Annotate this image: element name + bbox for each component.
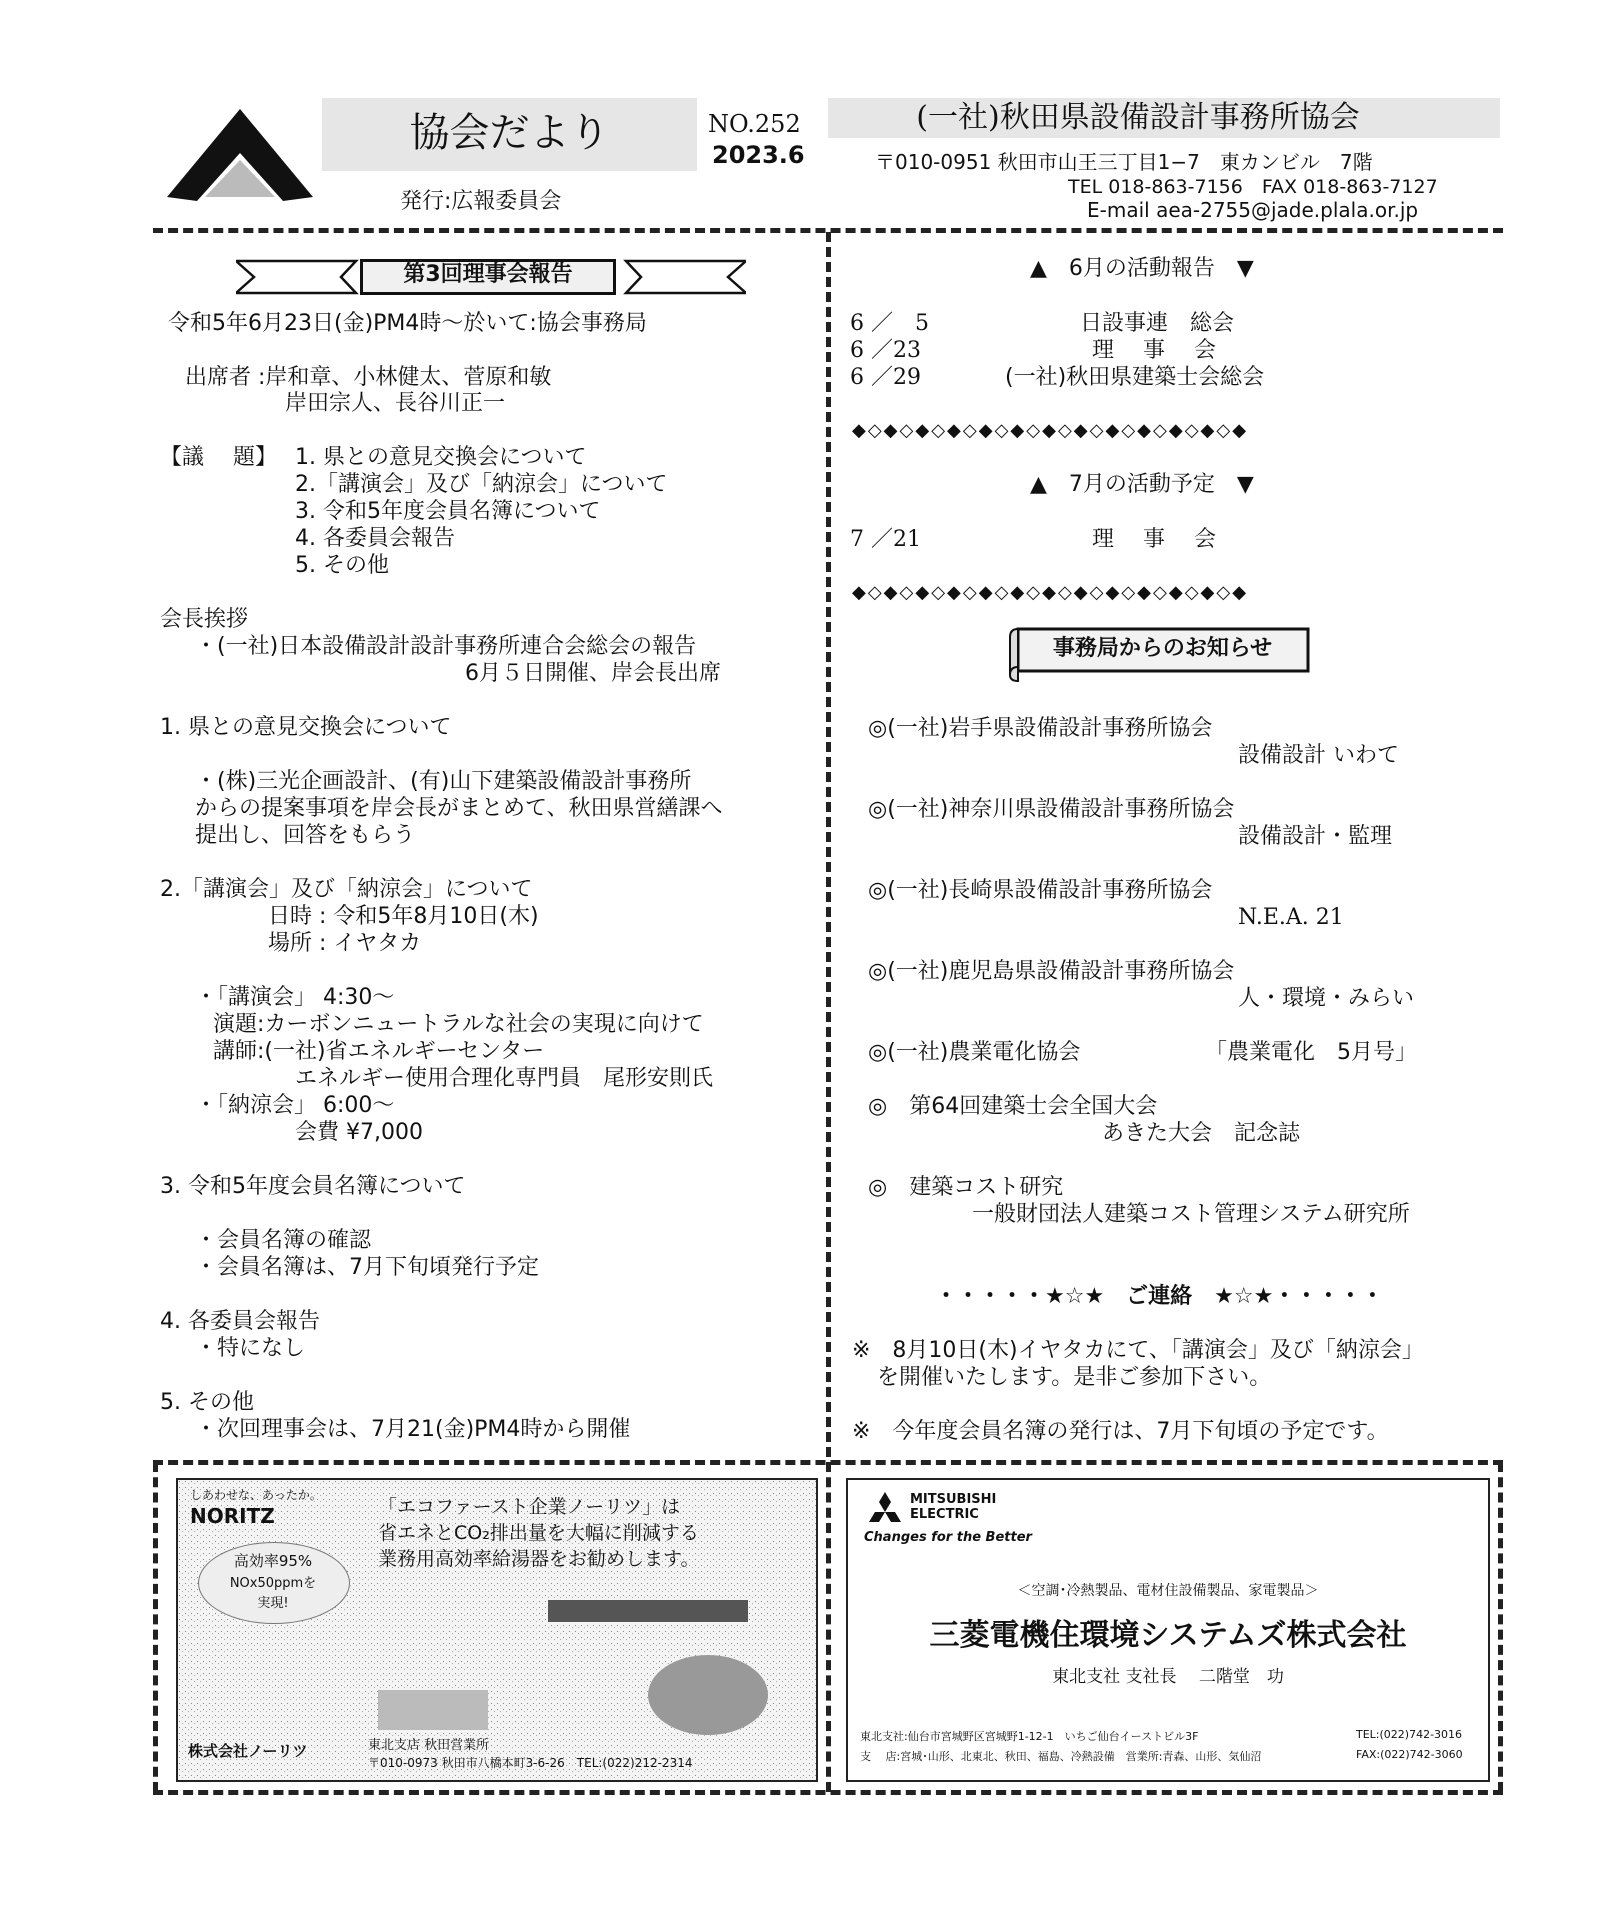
contact-line: を開催いたします。是非ご参加下さい。	[877, 1365, 1272, 1390]
notice-publication: N.E.A. 21	[1238, 905, 1344, 930]
diamond-divider: ◆◇◆◇◆◇◆◇◆◇◆◇◆◇◆◇◆◇◆◇◆◇◆◇◆	[852, 582, 1249, 603]
noritz-branch: 東北支店 秋田営業所	[368, 1738, 490, 1753]
greeting-line: ・(一社)日本設備設計設計事務所連合会総会の報告	[195, 634, 697, 659]
mitsubishi-ad	[846, 1478, 1490, 1782]
noritz-ad	[176, 1478, 818, 1782]
noritz-lead: 省エネとCO₂排出量を大幅に削減する	[378, 1522, 699, 1544]
notice-org: ◎(一社)鹿児島県設備設計事務所協会	[868, 959, 1235, 984]
noritz-tagline: しあわせな、あったか。	[190, 1488, 322, 1502]
notice-org: ◎ 第64回建築士会全国大会	[868, 1094, 1158, 1119]
mitsubishi-logo-icon	[864, 1492, 906, 1530]
june-report-title: ▲ 6月の活動報告 ▼	[1030, 256, 1254, 281]
agenda-item: 3. 令和5年度会員名簿について	[295, 499, 601, 524]
section-2-line: 会費 ¥7,000	[295, 1120, 423, 1145]
notice-org: ◎ 建築コスト研究	[868, 1175, 1064, 1200]
org-email: E-mail aea-2755@jade.plala.or.jp	[1087, 198, 1419, 222]
noritz-badge-text: 高効率95%	[233, 1552, 313, 1570]
july-event: 理 事 会	[1092, 527, 1216, 552]
org-address: 〒010-0951 秋田市山王三丁目1−7 東カンビル 7階	[875, 150, 1373, 174]
noritz-badge-text: NOx50ppmを	[229, 1576, 317, 1591]
agenda-item: 2.「講演会」及び「納涼会」について	[295, 472, 668, 497]
agenda-item: 4. 各委員会報告	[295, 526, 455, 551]
board-report-banner: 第3回理事会報告	[360, 259, 616, 295]
section-2-date: 日時 : 令和5年8月10日(木)	[268, 904, 539, 929]
section-2-line: ・「講演会」 4:30～	[195, 985, 395, 1010]
section-2-line: エネルギー使用合理化専門員 尾形安則氏	[295, 1066, 714, 1091]
section-3-title: 3. 令和5年度会員名簿について	[160, 1174, 466, 1199]
notice-publication: 人・環境・みらい	[1238, 986, 1415, 1011]
meeting-info: 令和5年6月23日(金)PM4時～於いて:協会事務局	[168, 311, 647, 336]
section-1-title: 1. 県との意見交換会について	[160, 715, 452, 740]
greeting-line: 6月５日開催、岸会長出席	[465, 661, 721, 686]
publisher: 発行:広報委員会	[400, 189, 562, 214]
section-2-line: ・「納涼会」 6:00～	[195, 1093, 395, 1118]
mitsubishi-branch: 東北支社 支社長 二階堂 功	[1052, 1667, 1284, 1687]
section-2-line: 講師:(一社)省エネルギーセンター	[213, 1039, 545, 1064]
contact-line: ※ 8月10日(木)イヤタカにて、「講演会」及び「納涼会」	[852, 1338, 1424, 1363]
contact-line: ※ 今年度会員名簿の発行は、7月下旬頃の予定です。	[852, 1419, 1389, 1444]
org-tel-fax: TEL 018-863-7156 FAX 018-863-7127	[1068, 176, 1438, 198]
noritz-logo: NORITZ	[190, 1504, 275, 1528]
june-date: 6 ／ 5	[850, 311, 929, 336]
issue-date: 2023.6	[712, 141, 805, 169]
ad-left-border	[153, 1462, 158, 1792]
noritz-company: 株式会社ノーリツ	[188, 1742, 308, 1760]
notice-org: ◎(一社)神奈川県設備設計事務所協会	[868, 797, 1235, 822]
ad-bottom-divider	[153, 1790, 1503, 1795]
issue-number: NO.252	[708, 110, 801, 138]
section-4-line: ・特になし	[195, 1336, 306, 1361]
section-2-title: 2.「講演会」及び「納涼会」について	[160, 877, 533, 902]
mitsubishi-fax: FAX:(022)742-3060	[1356, 1748, 1463, 1761]
june-event: (一社)秋田県建築士会総会	[1005, 365, 1265, 390]
notice-publication: 設備設計 いわて	[1238, 743, 1399, 768]
section-4-title: 4. 各委員会報告	[160, 1309, 320, 1334]
june-date: 6 ／23	[850, 338, 921, 363]
june-event: 日設事連 総会	[1080, 311, 1235, 336]
noritz-badge-text: 実現!	[257, 1596, 289, 1611]
newsletter-title: 協会だより	[409, 110, 610, 156]
section-5-line: ・次回理事会は、7月21(金)PM4時から開催	[195, 1417, 631, 1442]
section-1-line: ・(株)三光企画設計、(有)山下建築設備設計事務所	[195, 769, 692, 794]
section-2-place: 場所 : イヤタカ	[268, 931, 422, 956]
mitsubishi-address: 支 店:宮城･山形、北東北、秋田、福島、冷熱設備 営業所:青森、山形、気仙沼	[860, 1750, 1262, 1763]
attendees-line-1: 出席者 :岸和章、小林健太、菅原和敏	[185, 365, 552, 390]
section-2-line: 演題:カーボンニュートラルな社会の実現に向けて	[213, 1012, 704, 1037]
notice-publication: 設備設計・監理	[1238, 824, 1393, 849]
mitsubishi-address: 東北支社:仙台市宮城野区宮城野1-12-1 いちご仙台イーストビル3F	[860, 1730, 1199, 1743]
section-1-line: からの提案事項を岸会長がまとめて、秋田県営繕課へ	[195, 796, 723, 821]
org-name: (一社)秋田県設備設計事務所協会	[916, 100, 1360, 135]
section-3-line: ・会員名簿は、7月下旬頃発行予定	[195, 1255, 539, 1280]
section-3-line: ・会員名簿の確認	[195, 1228, 372, 1253]
june-event: 理 事 会	[1092, 338, 1216, 363]
mitsubishi-tel: TEL:(022)742-3016	[1356, 1728, 1463, 1741]
contact-title: ・・・・・★☆★ ご連絡 ★☆★・・・・・	[935, 1284, 1384, 1309]
notice-org: ◎(一社)岩手県設備設計事務所協会	[868, 716, 1213, 741]
mitsubishi-brand: MITSUBISHI	[910, 1492, 997, 1507]
agenda-item: 5. その他	[295, 553, 389, 578]
ad-right-border	[1498, 1462, 1503, 1792]
greeting-title: 会長挨拶	[160, 607, 249, 632]
attendees-line-2: 岸田宗人、長谷川正一	[285, 391, 506, 416]
july-plan-title: ▲ 7月の活動予定 ▼	[1030, 472, 1254, 497]
notice-org: ◎(一社)長崎県設備設計事務所協会	[868, 878, 1213, 903]
agenda-label: 【議 題】	[160, 445, 277, 470]
noritz-address: 〒010-0973 秋田市八橋本町3-6-26 TEL:(022)212-2314	[368, 1756, 693, 1770]
mitsubishi-slogan: Changes for the Better	[864, 1530, 1032, 1545]
ad-middle-border	[826, 1462, 831, 1792]
notice-banner: 事務局からのお知らせ	[1052, 636, 1273, 661]
notice-publication: あきた大会 記念誌	[1102, 1121, 1301, 1146]
diamond-divider: ◆◇◆◇◆◇◆◇◆◇◆◇◆◇◆◇◆◇◆◇◆◇◆◇◆	[852, 420, 1249, 441]
notice-publication: 「農業電化 5月号」	[1205, 1040, 1417, 1065]
noritz-lead: 「エコファースト企業ノーリツ」は	[378, 1496, 681, 1518]
july-date: 7 ／21	[850, 527, 921, 552]
column-divider	[826, 232, 831, 1457]
mitsubishi-products: ＜空調･冷熱製品、電材住設備製品、家電製品＞	[1017, 1583, 1319, 1599]
agenda-item: 1. 県との意見交換会について	[295, 445, 587, 470]
section-1-line: 提出し、回答をもらう	[195, 823, 416, 848]
noritz-lead: 業務用高効率給湯器をお勧めします。	[378, 1548, 700, 1570]
section-5-title: 5. その他	[160, 1390, 254, 1415]
june-date: 6 ／29	[850, 365, 921, 390]
notice-org: ◎(一社)農業電化協会	[868, 1040, 1081, 1065]
association-logo	[165, 105, 315, 205]
mitsubishi-brand: ELECTRIC	[910, 1507, 979, 1522]
notice-publication: 一般財団法人建築コスト管理システム研究所	[972, 1202, 1410, 1227]
mitsubishi-company: 三菱電機住環境システムズ株式会社	[929, 1618, 1407, 1653]
